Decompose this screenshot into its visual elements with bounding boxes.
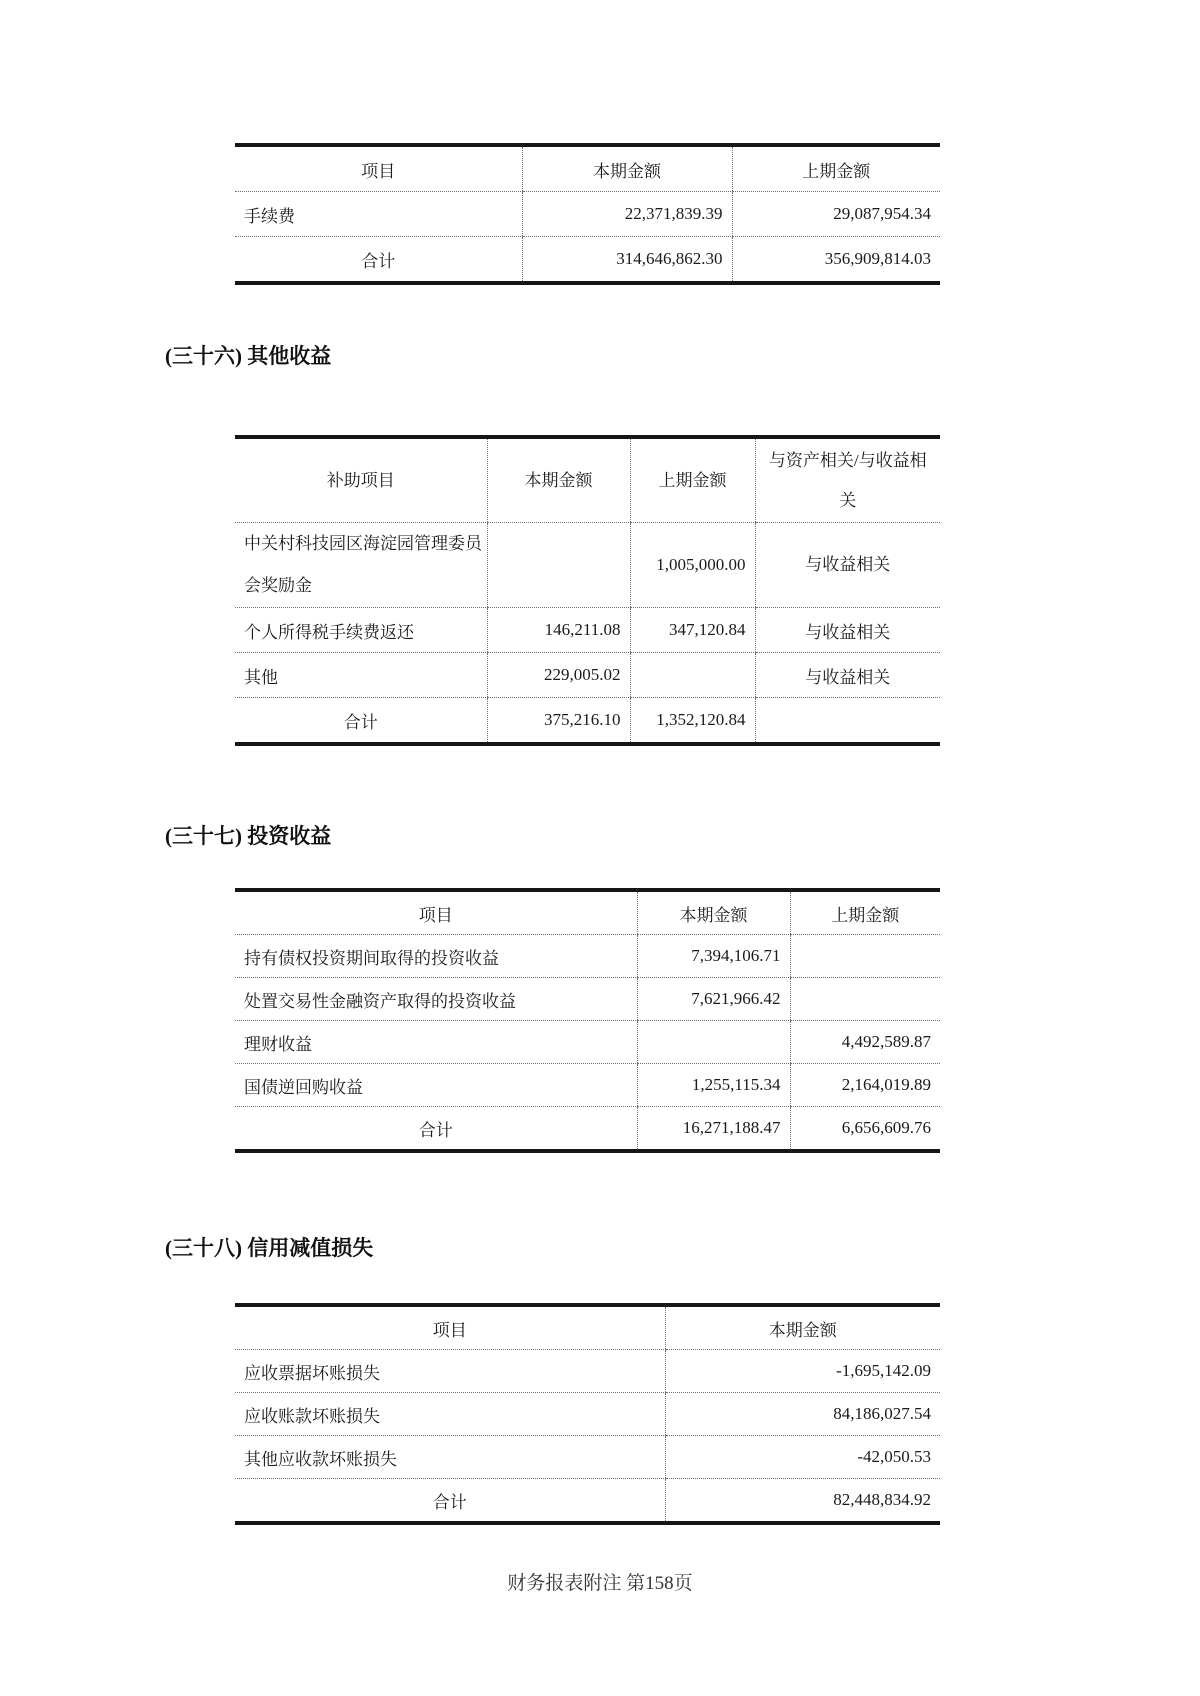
col-header-current-amount: 本期金额: [522, 145, 732, 192]
item-cell: 其他应收款坏账损失: [235, 1436, 665, 1479]
current-amount-cell: 229,005.02: [487, 653, 630, 698]
table-row: [235, 978, 940, 1021]
table-row: [235, 1393, 940, 1436]
item-cell: 应收票据坏账损失: [235, 1350, 665, 1393]
current-amount-cell: 314,646,862.30: [522, 237, 732, 284]
table-row: [235, 935, 940, 978]
prior-amount-cell: 29,087,954.34: [732, 192, 940, 237]
current-amount-cell: 82,448,834.92: [665, 1479, 940, 1524]
current-amount-cell: [637, 1021, 790, 1064]
item-cell: 理财收益: [235, 1021, 637, 1064]
credit-impairment-table: [235, 1303, 940, 1525]
prior-amount-cell: 6,656,609.76: [790, 1107, 940, 1152]
table-row: [235, 653, 940, 698]
current-amount-cell: [487, 523, 630, 608]
total-label-cell: 合计: [235, 698, 487, 745]
table-total-row: [235, 237, 940, 284]
table-row: [235, 192, 940, 237]
table-row: [235, 523, 940, 608]
table-total-row: [235, 1107, 940, 1152]
table-row: [235, 1064, 940, 1107]
table-total-row: [235, 698, 940, 745]
current-amount-cell: 16,271,188.47: [637, 1107, 790, 1152]
item-cell: 处置交易性金融资产取得的投资收益: [235, 978, 637, 1021]
relation-cell: 与收益相关: [755, 608, 940, 653]
item-cell: 持有债权投资期间取得的投资收益: [235, 935, 637, 978]
current-amount-cell: 7,621,966.42: [637, 978, 790, 1021]
current-amount-cell: 1,255,115.34: [637, 1064, 790, 1107]
relation-cell: [755, 698, 940, 745]
current-amount-cell: -1,695,142.09: [665, 1350, 940, 1393]
item-cell: 应收账款坏账损失: [235, 1393, 665, 1436]
col-header-item: 项目: [235, 145, 522, 192]
prior-amount-cell: [630, 653, 755, 698]
section-title-investment-income: (三十七) 投资收益: [165, 824, 332, 848]
total-label-cell: 合计: [235, 237, 522, 284]
current-amount-cell: 84,186,027.54: [665, 1393, 940, 1436]
col-header-subsidy-item: 补助项目: [235, 437, 487, 523]
table-row: [235, 1436, 940, 1479]
prior-amount-cell: [790, 978, 940, 1021]
prior-amount-cell: 356,909,814.03: [732, 237, 940, 284]
col-header-current-amount: 本期金额: [487, 437, 630, 523]
page-footer: 财务报表附注 第158页: [507, 1573, 693, 1594]
current-amount-cell: 146,211.08: [487, 608, 630, 653]
prior-amount-cell: 2,164,019.89: [790, 1064, 940, 1107]
table-header-row: [235, 890, 940, 935]
relation-cell: 与收益相关: [755, 523, 940, 608]
current-amount-cell: 375,216.10: [487, 698, 630, 745]
item-cell: 手续费: [235, 192, 522, 237]
table-header-row: [235, 1305, 940, 1350]
col-header-relation: 与资产相关/与收益相关: [755, 437, 940, 523]
prior-amount-cell: 1,352,120.84: [630, 698, 755, 745]
section-title-credit-impairment: (三十八) 信用减值损失: [165, 1236, 374, 1260]
other-income-table: [235, 435, 940, 746]
col-header-item: 项目: [235, 1305, 665, 1350]
table-row: [235, 608, 940, 653]
table-header-row: [235, 437, 940, 523]
relation-cell: 与收益相关: [755, 653, 940, 698]
col-header-current-amount: 本期金额: [665, 1305, 940, 1350]
section-title-other-income: (三十六) 其他收益: [165, 344, 332, 368]
col-header-item: 项目: [235, 890, 637, 935]
col-header-prior-amount: 上期金额: [790, 890, 940, 935]
col-header-prior-amount: 上期金额: [630, 437, 755, 523]
current-amount-cell: 7,394,106.71: [637, 935, 790, 978]
item-cell: 国债逆回购收益: [235, 1064, 637, 1107]
item-cell: 其他: [235, 653, 487, 698]
prior-amount-cell: [790, 935, 940, 978]
current-amount-cell: 22,371,839.39: [522, 192, 732, 237]
total-label-cell: 合计: [235, 1479, 665, 1524]
table-row: [235, 1350, 940, 1393]
investment-income-table: [235, 888, 940, 1153]
item-cell: 中关村科技园区海淀园管理委员会奖励金: [235, 523, 487, 608]
table-row: [235, 1021, 940, 1064]
table-total-row: [235, 1479, 940, 1524]
fees-table: [235, 143, 940, 285]
total-label-cell: 合计: [235, 1107, 637, 1152]
col-header-prior-amount: 上期金额: [732, 145, 940, 192]
prior-amount-cell: 347,120.84: [630, 608, 755, 653]
prior-amount-cell: 1,005,000.00: [630, 523, 755, 608]
current-amount-cell: -42,050.53: [665, 1436, 940, 1479]
col-header-current-amount: 本期金额: [637, 890, 790, 935]
item-cell: 个人所得税手续费返还: [235, 608, 487, 653]
table-header-row: [235, 145, 940, 192]
prior-amount-cell: 4,492,589.87: [790, 1021, 940, 1064]
